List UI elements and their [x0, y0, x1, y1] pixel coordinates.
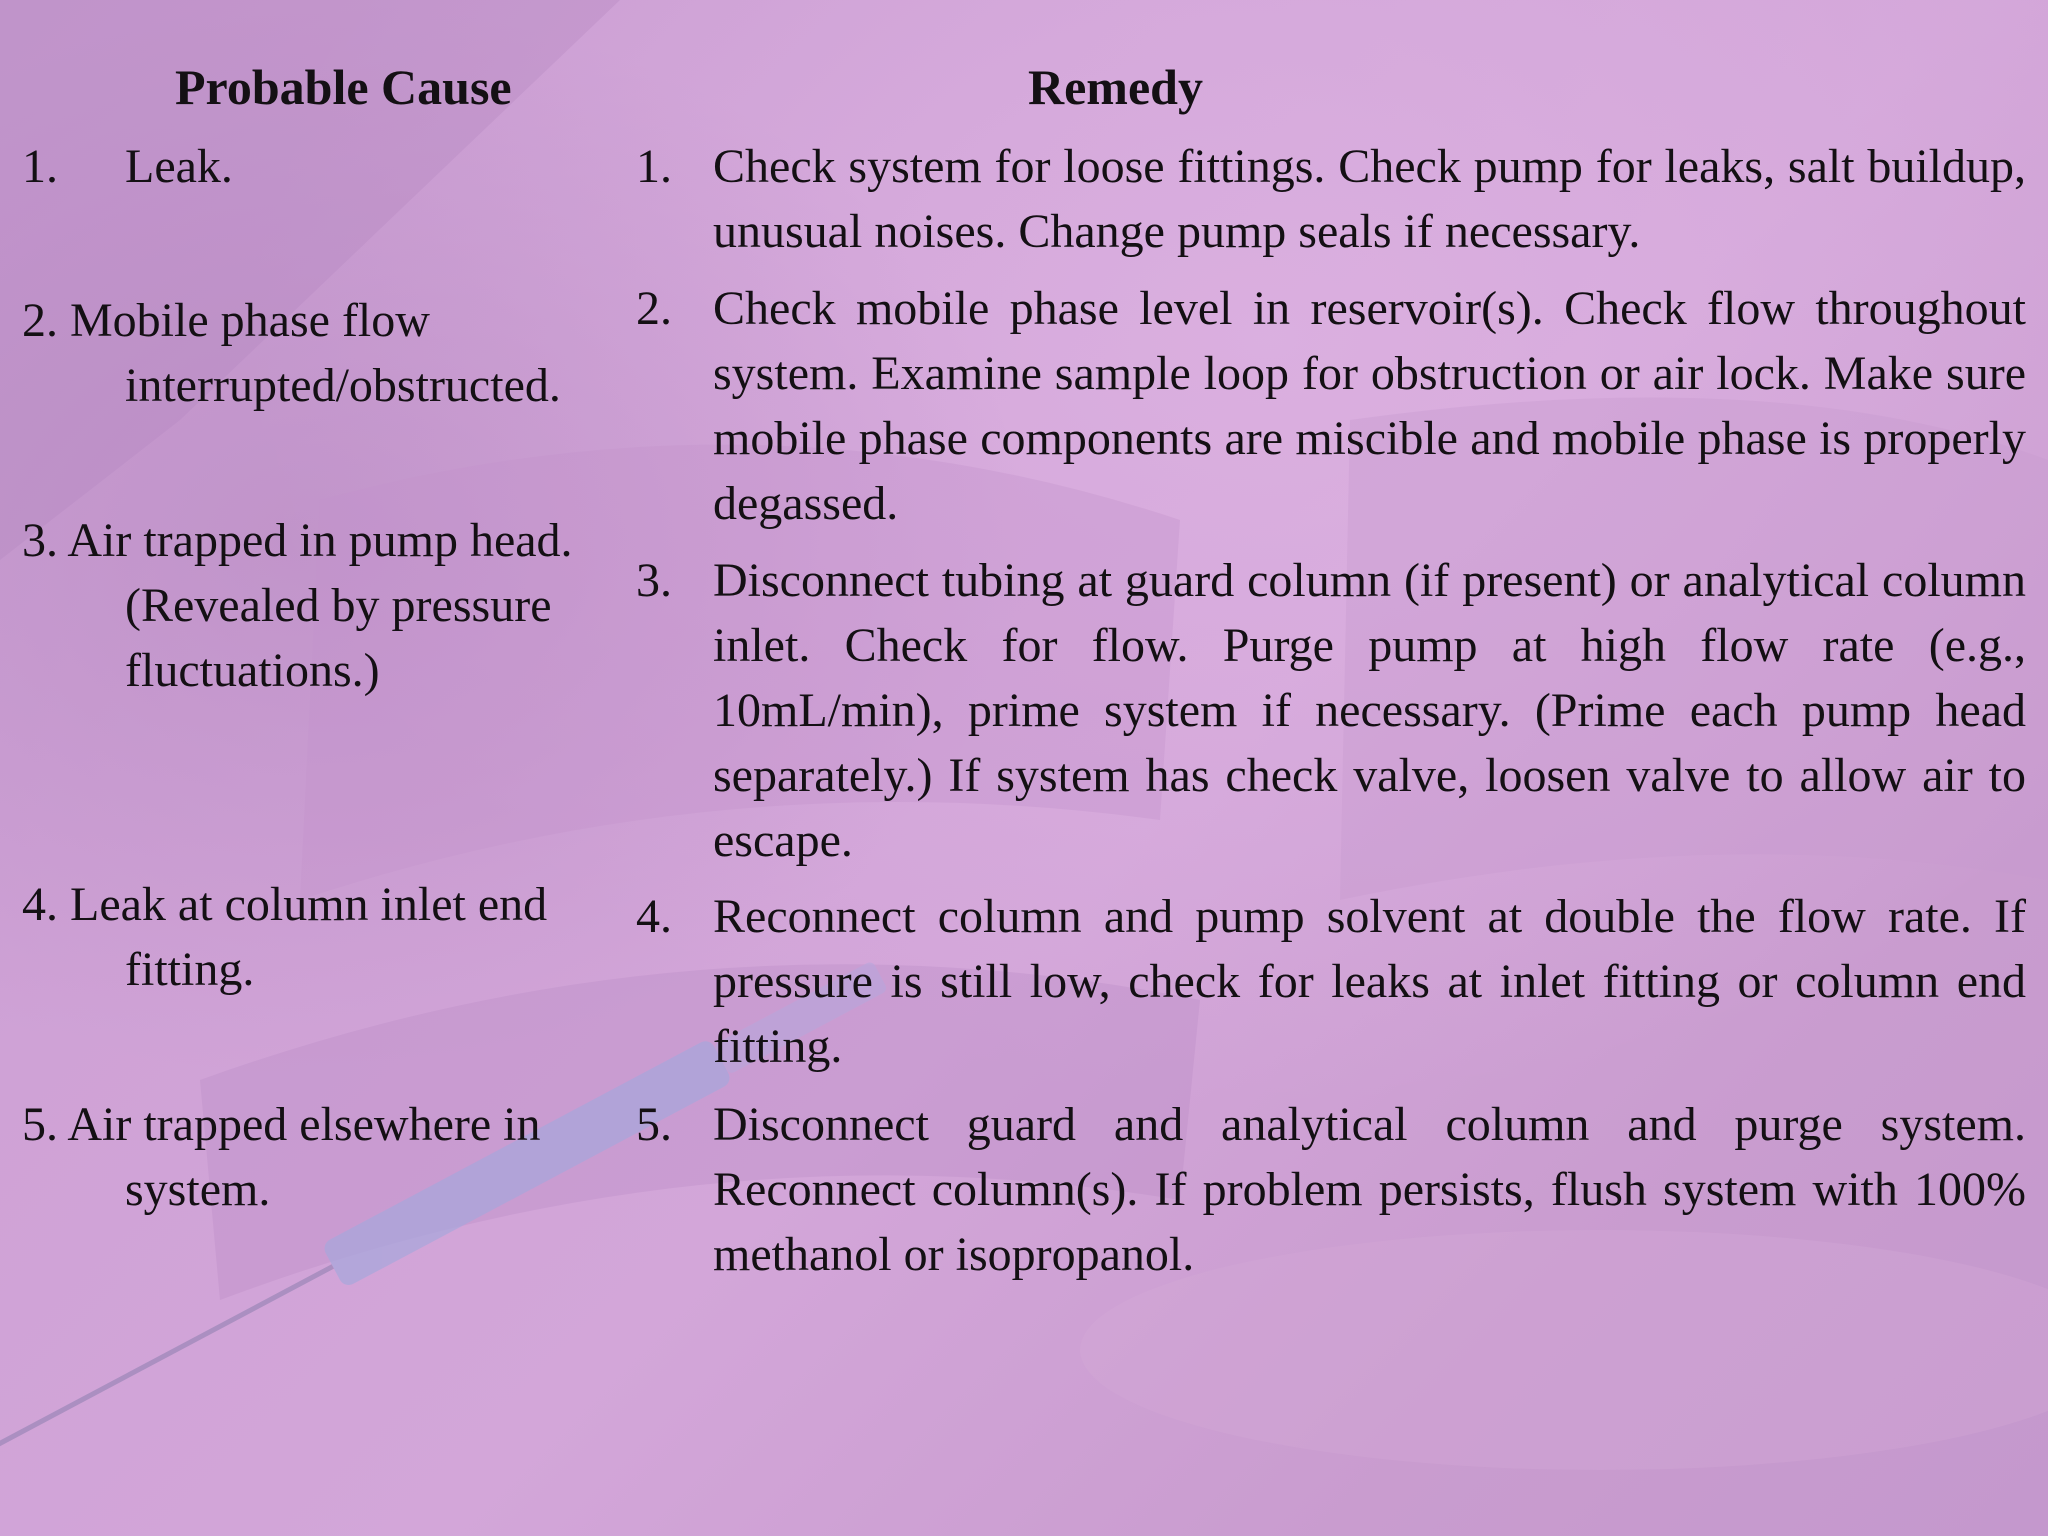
cause-continuation: system.: [125, 1163, 271, 1216]
remedy-text: Check system for loose fittings. Check pump for leaks, salt buildup, unusual noises. Change pump seals if necessary.: [713, 140, 2026, 258]
cause-number: 5.: [22, 1098, 58, 1151]
cause-number: 2.: [22, 294, 58, 347]
cause-item-2: [22, 288, 561, 418]
cause-continuation: (Revealed by pressure fluctuations.): [125, 579, 552, 697]
cause-continuation: fitting.: [125, 943, 255, 996]
remedy-number: 5.: [636, 1098, 672, 1151]
cause-number: 4.: [22, 878, 58, 931]
remedy-number: 2.: [636, 282, 672, 335]
remedy-text: Check mobile phase level in reservoir(s). Check flow throughout system. Examine sample loop for obstruction or air lock. Make sure mobile phase components are miscible and mobile phase is properly degassed.: [713, 282, 2026, 530]
cause-text: Air trapped in pump head.: [67, 514, 573, 567]
remedy-item-5: [636, 1092, 2026, 1287]
cause-text: Leak.: [125, 140, 233, 193]
cause-text: Leak at column inlet end: [70, 878, 548, 931]
cause-item-3: [22, 508, 645, 703]
cause-number: 3.: [22, 514, 58, 567]
heading-remedy: Remedy: [1028, 59, 1203, 115]
cause-item-1: [22, 134, 233, 199]
remedy-text: Disconnect tubing at guard column (if present) or analytical column inlet. Check for flow. Purge pump at high flow rate (e.g., 10mL/min), prime system if necessary. (Prime each pump head separately.) If system has check valve, loosen valve to allow air to escape.: [713, 554, 2026, 867]
remedy-item-2: [636, 276, 2026, 536]
cause-text: Air trapped elsewhere in: [67, 1098, 541, 1151]
cause-item-5: [22, 1092, 541, 1222]
cause-continuation: interrupted/obstructed.: [125, 359, 561, 412]
remedy-number: 1.: [636, 140, 672, 193]
remedy-text: Reconnect column and pump solvent at double the flow rate. If pressure is still low, check for leaks at inlet fitting or column end fitting.: [713, 890, 2026, 1073]
heading-probable-cause: Probable Cause: [175, 59, 512, 115]
remedy-item-4: [636, 884, 2026, 1079]
remedy-item-1: [636, 134, 2026, 264]
remedy-number: 4.: [636, 890, 672, 943]
cause-item-4: [22, 872, 547, 1002]
remedy-number: 3.: [636, 554, 672, 607]
cause-number: 1.: [22, 140, 58, 193]
remedy-text: Disconnect guard and analytical column and purge system. Reconnect column(s). If problem persists, flush system with 100% methanol or isopropanol.: [713, 1098, 2026, 1281]
remedy-item-3: [636, 548, 2026, 873]
cause-text: Mobile phase flow: [70, 294, 430, 347]
